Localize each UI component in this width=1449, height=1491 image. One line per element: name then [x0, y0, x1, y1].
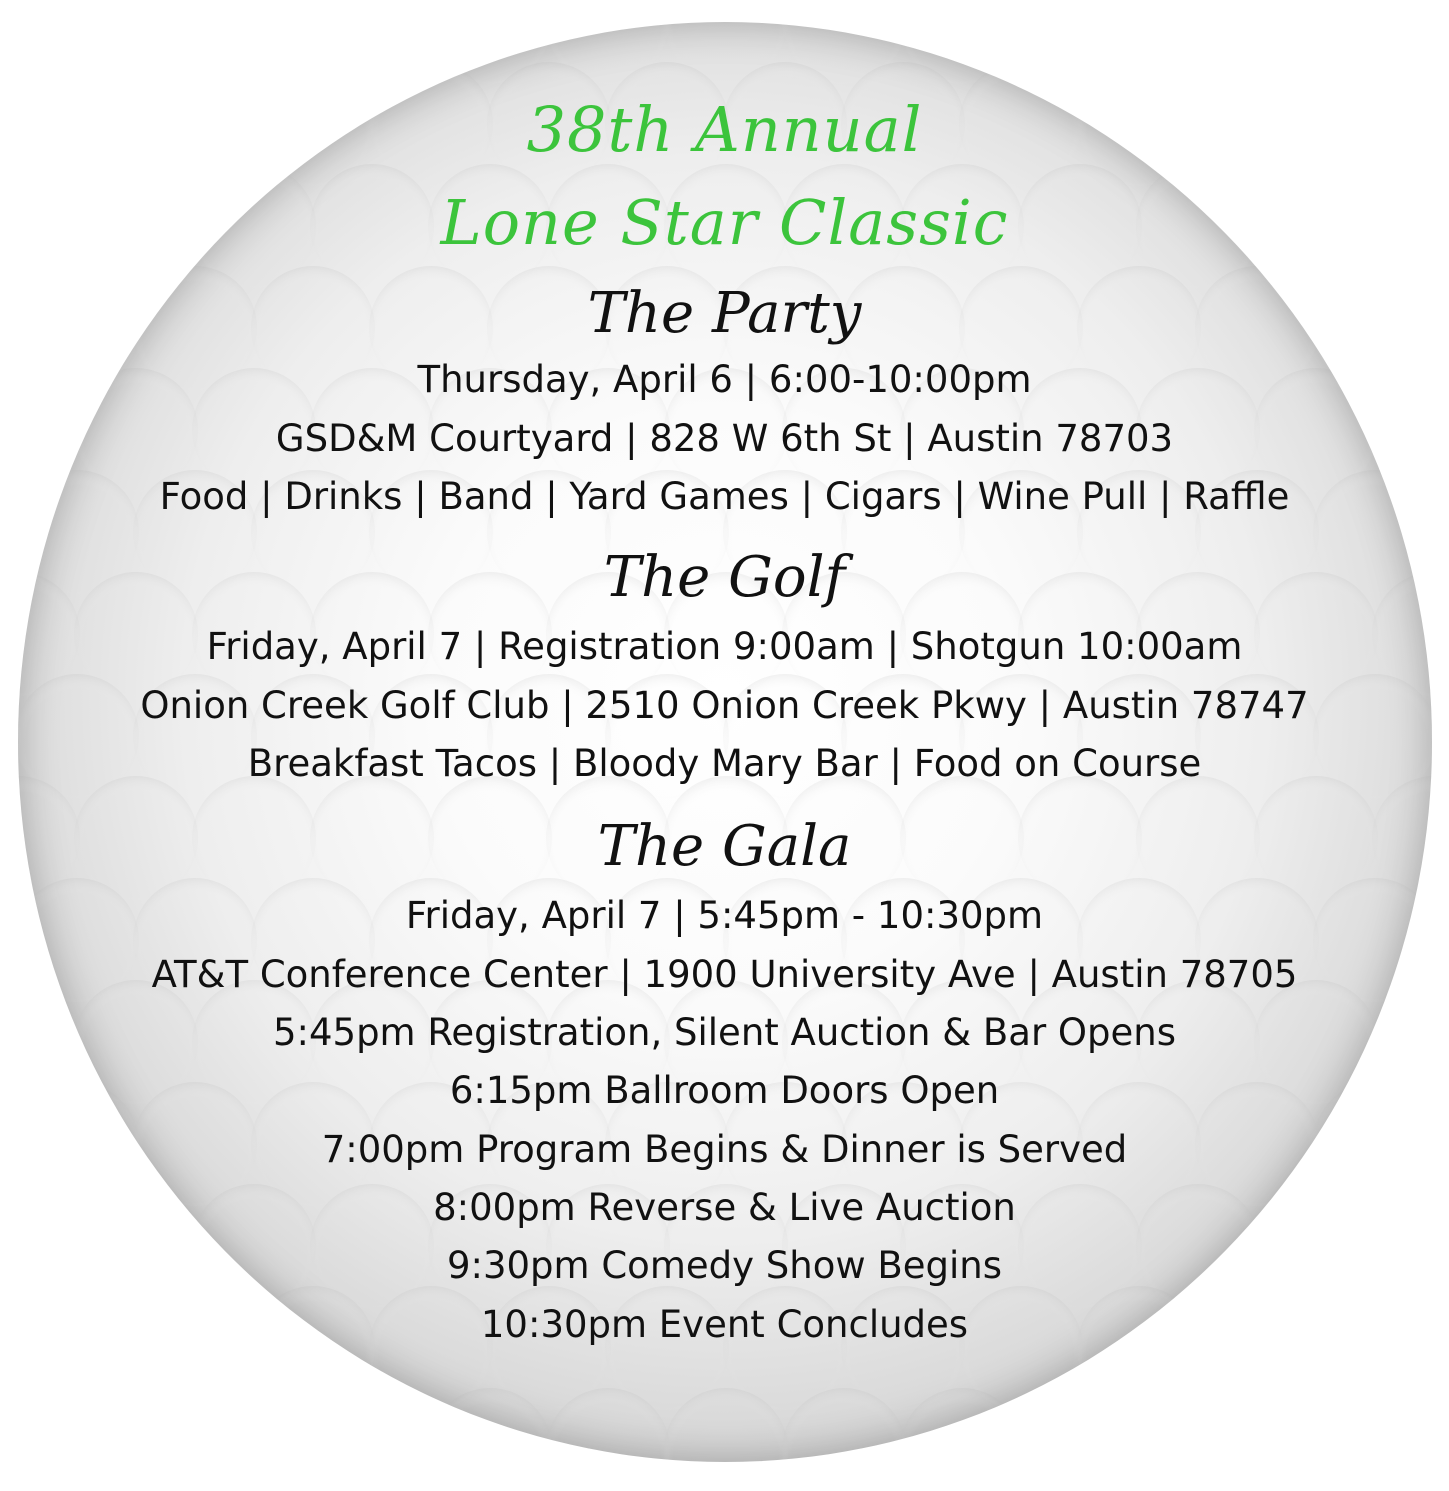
golf-location: Onion Creek Golf Club | 2510 Onion Creek Pkwy | Austin 78747 [140, 684, 1309, 727]
gala-location: AT&T Conference Center | 1900 University Ave | Austin 78705 [151, 953, 1298, 996]
party-heading: The Party [587, 281, 862, 346]
party-date-time: Thursday, April 6 | 6:00-10:00pm [417, 358, 1032, 401]
gala-date-time: Friday, April 7 | 5:45pm - 10:30pm [405, 894, 1044, 937]
gala-heading: The Gala [597, 814, 852, 879]
gala-schedule-item: 10:30pm Event Concludes [480, 1303, 969, 1346]
gala-schedule-item: 8:00pm Reverse & Live Auction [433, 1186, 1016, 1229]
event-title-line-1: 38th Annual [526, 93, 923, 166]
golf-heading: The Golf [603, 545, 846, 610]
golf-features: Breakfast Tacos | Bloody Mary Bar | Food on Course [247, 742, 1202, 785]
party-location: GSD&M Courtyard | 828 W 6th St | Austin 78703 [275, 417, 1174, 460]
gala-schedule-item: 9:30pm Comedy Show Begins [446, 1244, 1003, 1287]
party-features: Food | Drinks | Band | Yard Games | Cigars | Wine Pull | Raffle [159, 475, 1290, 518]
golf-date-time: Friday, April 7 | Registration 9:00am | Shotgun 10:00am [206, 625, 1243, 668]
event-title-line-2: Lone Star Classic [440, 186, 1009, 259]
gala-schedule-item: 6:15pm Ballroom Doors Open [449, 1069, 1000, 1112]
gala-schedule-item: 7:00pm Program Begins & Dinner is Served [321, 1128, 1128, 1171]
gala-schedule-item: 5:45pm Registration, Silent Auction & Bar Opens [272, 1011, 1177, 1054]
